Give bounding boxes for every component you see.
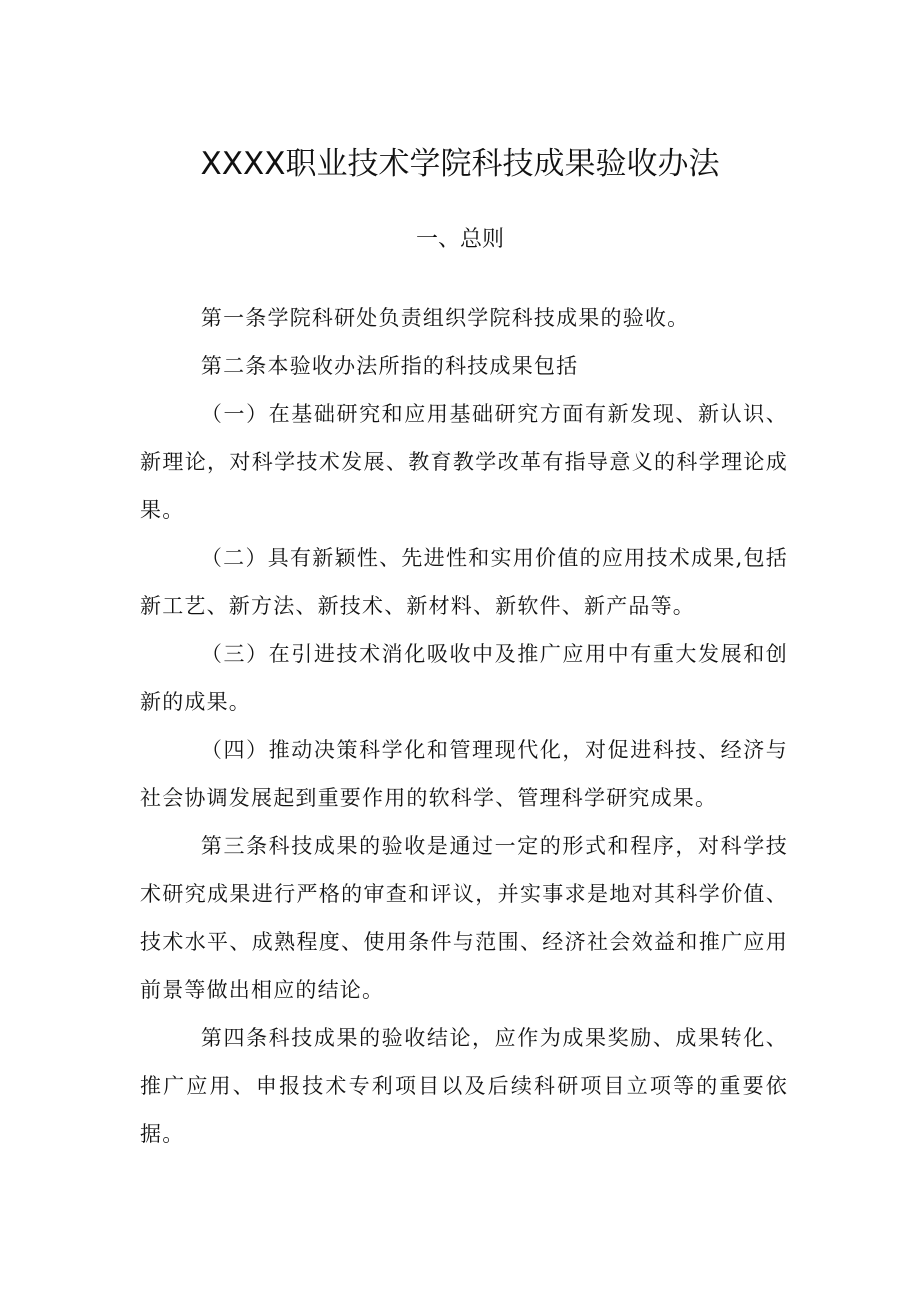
article-2-item-1: （一）在基础研究和应用基础研究方面有新发现、新认识、新理论，对科学技术发展、教育教学改革有指导意义的科学理论成果。	[140, 402, 788, 522]
section-heading: 一、总则	[415, 227, 504, 252]
document-body	[140, 294, 788, 1158]
article-3: 第三条科技成果的验收是通过一定的形式和程序，对科学技术研究成果进行严格的审查和评议，并实事求是地对其科学价值、技术水平、成熟程度、使用条件与范围、经济社会效益和推广应用前景等做出相应的结论。	[140, 834, 788, 1002]
article-4: 第四条科技成果的验收结论，应作为成果奖励、成果转化、推广应用、申报技术专利项目以及后续科研项目立项等的重要依据。	[140, 1026, 788, 1146]
document-title: XXXX职业技术学院科技成果验收办法	[200, 146, 720, 182]
article-2-item-4: （四）推动决策科学化和管理现代化，对促进科技、经济与社会协调发展起到重要作用的软科学、管理科学研究成果。	[140, 738, 788, 810]
article-2: 第二条本验收办法所指的科技成果包括	[200, 354, 579, 378]
article-2-item-3: （三）在引进技术消化吸收中及推广应用中有重大发展和创新的成果。	[140, 642, 788, 714]
article-1: 第一条学院科研处负责组织学院科技成果的验收。	[200, 306, 690, 330]
article-2-item-2: （二）具有新颖性、先进性和实用价值的应用技术成果,包括新工艺、新方法、新技术、新材料、新软件、新产品等。	[140, 546, 788, 618]
